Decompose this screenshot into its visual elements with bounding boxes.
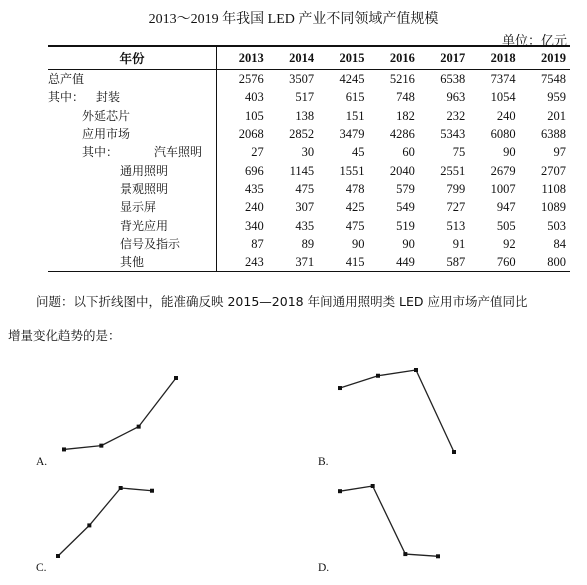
year-header: 2017 — [419, 46, 469, 70]
header-year-label: 年份 — [48, 46, 217, 70]
row-label-text: 总产值 — [48, 72, 85, 87]
table-cell: 1054 — [490, 90, 516, 105]
series-segment — [416, 370, 454, 452]
series-segment — [340, 486, 373, 491]
year-header: 2019 — [520, 46, 570, 70]
table-cell: 415 — [318, 253, 368, 272]
series-segment — [121, 488, 152, 491]
table-cell: 2068 — [238, 127, 264, 142]
table-cell: 503 — [547, 218, 566, 233]
row-label-text: 通用照明 — [120, 163, 169, 178]
table-row — [48, 125, 570, 143]
table-cell: 5216 — [389, 72, 415, 87]
table-cell: 7548 — [541, 72, 566, 87]
table-cell: 799 — [446, 181, 466, 196]
year-header: 2014 — [268, 46, 318, 70]
table-cell: 748 — [396, 90, 415, 105]
row-label-text: 景观照明 — [120, 181, 169, 196]
table-cell: 3479 — [339, 127, 365, 142]
table-cell: 60 — [402, 145, 415, 160]
table-row — [48, 216, 570, 234]
table-cell: 5343 — [440, 127, 466, 142]
table-cell: 2707 — [541, 163, 566, 178]
row-label — [48, 253, 217, 272]
table-cell: 579 — [396, 181, 415, 196]
row-label — [48, 143, 217, 161]
table-cell: 403 — [244, 90, 264, 105]
table-row — [48, 235, 570, 253]
data-point — [371, 484, 375, 488]
table-row — [48, 107, 570, 125]
table-cell: 947 — [496, 200, 516, 215]
table-cell: 87 — [251, 236, 264, 251]
series-segment — [378, 370, 416, 376]
table-cell: 615 — [345, 90, 365, 105]
question-line-2: 增量变化趋势的是： — [8, 328, 121, 343]
table-cell: 371 — [268, 253, 318, 272]
option-line-chart[interactable] — [40, 480, 170, 570]
option-label[interactable]: D. — [318, 562, 330, 574]
series-segment — [139, 378, 176, 427]
table-cell: 2679 — [490, 163, 516, 178]
table-cell: 89 — [301, 236, 315, 251]
table-cell: 45 — [351, 145, 365, 160]
row-label — [48, 161, 217, 179]
table-cell: 6388 — [541, 127, 566, 142]
row-label — [48, 107, 217, 125]
year-header: 2018 — [469, 46, 519, 70]
table-cell: 138 — [295, 108, 315, 123]
row-prefix: 其中： — [48, 90, 85, 105]
table-cell: 90 — [503, 145, 516, 160]
series-segment — [373, 486, 406, 554]
table-cell: 1108 — [541, 181, 566, 196]
data-point — [119, 486, 123, 490]
data-point — [174, 376, 178, 380]
series-segment — [405, 554, 438, 556]
table-cell: 4245 — [339, 72, 365, 87]
table-cell: 1007 — [490, 181, 516, 196]
row-label-text: 应用市场 — [82, 127, 131, 142]
data-point — [150, 489, 154, 493]
table-cell: 2576 — [238, 72, 264, 87]
table-cell: 425 — [345, 200, 365, 215]
row-prefix: 其中： — [82, 145, 119, 160]
table-cell: 243 — [217, 253, 268, 272]
row-label — [48, 88, 217, 106]
table-cell: 517 — [295, 90, 315, 105]
row-label-text: 显示屏 — [120, 200, 157, 215]
table-title: 2013～2019 年我国 LED 产业不同领域产值规模 — [148, 12, 439, 27]
data-point — [99, 444, 103, 448]
table-cell: 30 — [301, 145, 315, 160]
table-cell: 6080 — [490, 127, 516, 142]
series-segment — [89, 488, 120, 525]
table-row — [48, 70, 570, 89]
table-cell: 727 — [446, 200, 466, 215]
table-row — [48, 253, 570, 272]
table-cell: 3507 — [289, 72, 315, 87]
table-cell: 91 — [452, 236, 466, 251]
table-cell: 340 — [244, 218, 264, 233]
series-segment — [58, 525, 89, 556]
unit-label: 单位：亿元 — [501, 33, 567, 48]
data-point — [137, 425, 141, 429]
option-line-chart[interactable] — [318, 478, 458, 568]
table-cell: 75 — [452, 145, 466, 160]
table-cell: 90 — [351, 236, 365, 251]
option-label[interactable]: A. — [36, 456, 48, 468]
table-row — [48, 180, 570, 198]
table-cell: 105 — [244, 108, 264, 123]
table-cell: 435 — [295, 218, 315, 233]
table-cell: 963 — [446, 90, 466, 105]
table-cell: 307 — [295, 200, 315, 215]
year-header: 2016 — [368, 46, 418, 70]
data-point — [56, 554, 60, 558]
row-label-text: 外延芯片 — [82, 108, 131, 123]
year-header: 2013 — [217, 46, 268, 70]
option-line-chart[interactable] — [318, 360, 478, 464]
data-point — [452, 450, 456, 454]
table-cell: 478 — [345, 181, 365, 196]
table-cell: 6538 — [440, 72, 466, 87]
table-cell: 696 — [244, 163, 264, 178]
table-body — [48, 70, 570, 272]
table-row — [48, 198, 570, 216]
table-cell: 90 — [402, 236, 415, 251]
row-label-text: 汽车照明 — [154, 145, 203, 160]
table-cell: 1145 — [289, 163, 315, 178]
table-cell: 232 — [446, 108, 466, 123]
table-cell: 240 — [244, 200, 264, 215]
table-cell: 475 — [295, 181, 315, 196]
data-point — [87, 523, 91, 527]
data-point — [338, 489, 342, 493]
data-table — [48, 45, 570, 272]
row-label-text: 封装 — [96, 90, 121, 105]
data-point — [436, 554, 440, 558]
table-cell: 92 — [503, 236, 516, 251]
table-cell: 97 — [553, 145, 566, 160]
table-cell: 182 — [396, 108, 415, 123]
table-cell: 201 — [547, 108, 566, 123]
table-cell: 449 — [368, 253, 418, 272]
option-line-chart[interactable] — [40, 368, 200, 468]
table-cell: 800 — [520, 253, 570, 272]
series-segment — [101, 427, 138, 446]
series-segment — [340, 376, 378, 388]
row-label — [48, 125, 217, 143]
data-point — [376, 374, 380, 378]
table-cell: 519 — [396, 218, 415, 233]
table-cell: 435 — [244, 181, 264, 196]
table-header-row — [48, 46, 570, 70]
row-label — [48, 235, 217, 253]
row-label-text: 信号及指示 — [120, 236, 181, 251]
option-label[interactable]: B. — [318, 456, 329, 468]
table-cell: 4286 — [389, 127, 415, 142]
table-row — [48, 161, 570, 179]
row-label — [48, 180, 217, 198]
table-cell: 2040 — [389, 163, 415, 178]
table-cell: 2852 — [289, 127, 315, 142]
data-point — [62, 447, 66, 451]
table-cell: 505 — [496, 218, 516, 233]
table-cell: 959 — [547, 90, 566, 105]
data-point — [338, 386, 342, 390]
row-label — [48, 216, 217, 234]
table-cell: 549 — [396, 200, 415, 215]
option-label[interactable]: C. — [36, 562, 47, 574]
table-cell: 1551 — [339, 163, 365, 178]
row-label — [48, 198, 217, 216]
table-cell: 84 — [553, 236, 566, 251]
row-label-text: 其他 — [120, 255, 145, 270]
row-label — [48, 70, 217, 89]
table-cell: 2551 — [440, 163, 466, 178]
table-cell: 151 — [345, 108, 365, 123]
table-row — [48, 88, 570, 106]
table-row — [48, 143, 570, 161]
data-point — [414, 368, 418, 372]
table-cell: 240 — [496, 108, 516, 123]
table-cell: 27 — [251, 145, 264, 160]
table-cell: 760 — [469, 253, 519, 272]
year-header: 2015 — [318, 46, 368, 70]
row-label-text: 背光应用 — [120, 218, 169, 233]
question-line-1: 问题：以下折线图中，能准确反映 2015—2018 年间通用照明类 LED 应用市场产值同比 — [36, 294, 528, 309]
table-cell: 587 — [419, 253, 469, 272]
table-cell: 513 — [446, 218, 466, 233]
table-cell: 1089 — [541, 200, 566, 215]
series-segment — [64, 446, 101, 450]
table-cell: 475 — [345, 218, 365, 233]
table-cell: 7374 — [490, 72, 516, 87]
data-point — [403, 552, 407, 556]
